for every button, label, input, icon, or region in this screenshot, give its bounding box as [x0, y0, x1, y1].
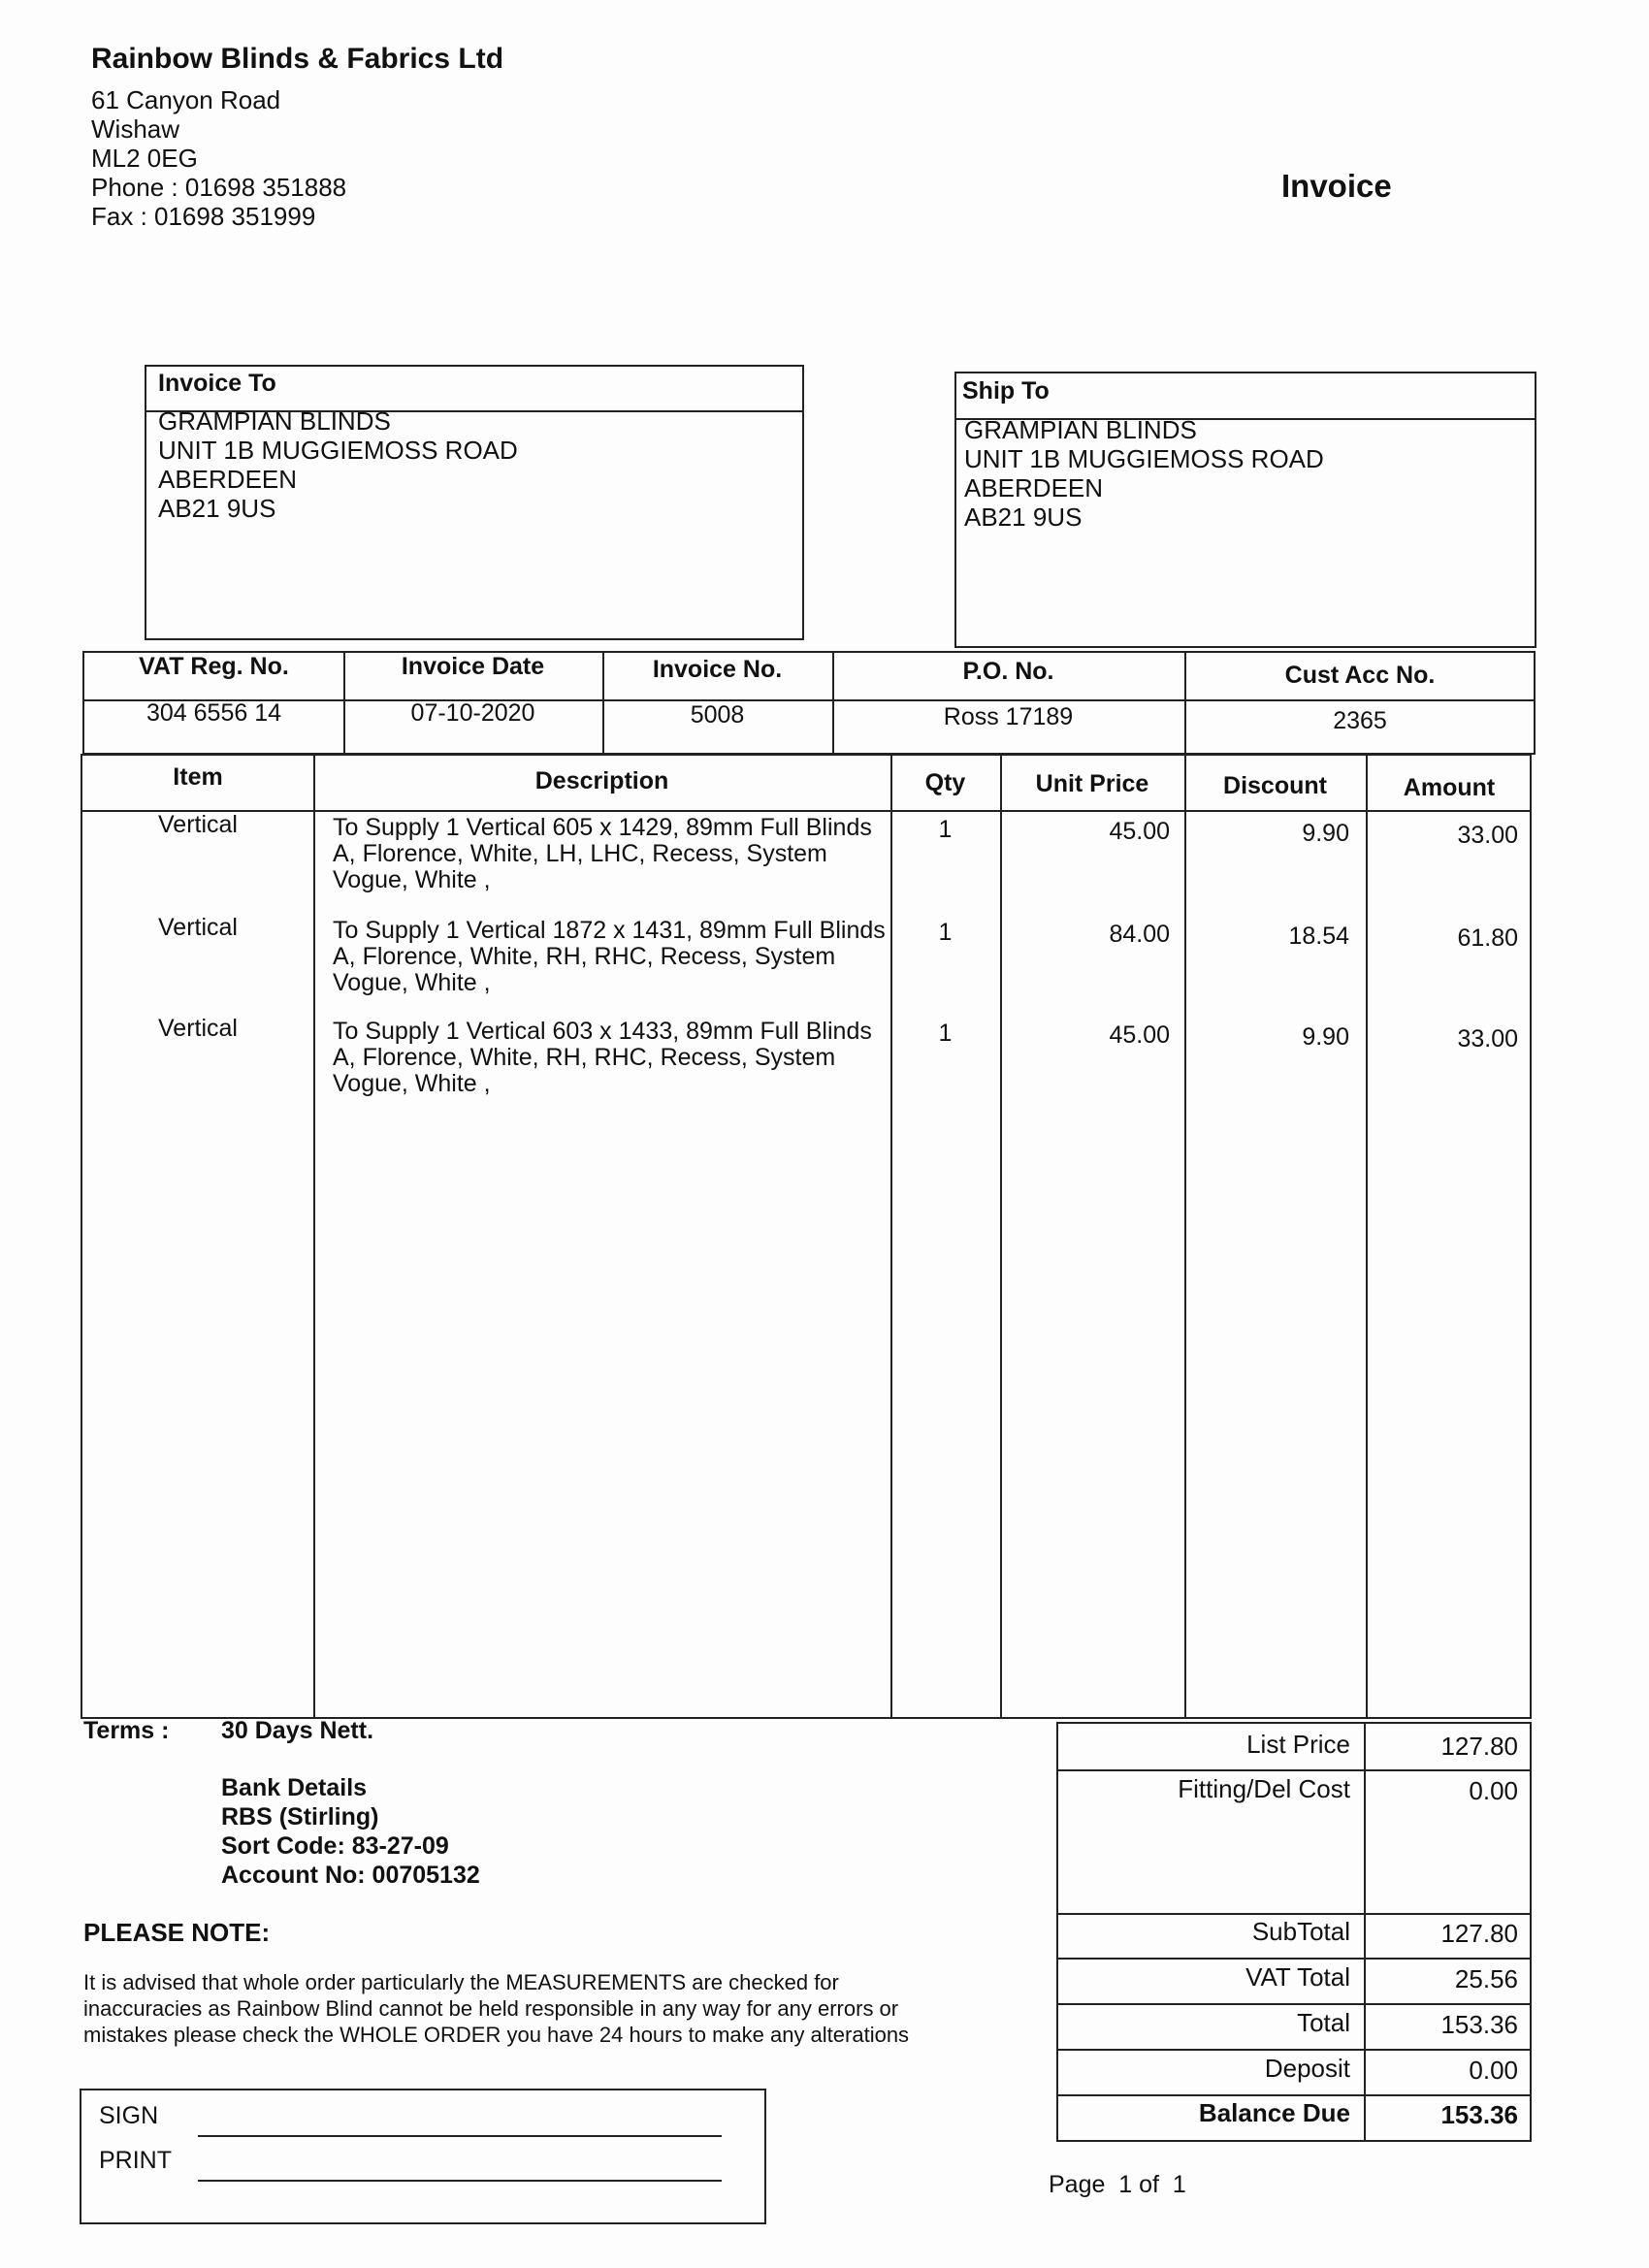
invoice-date-value: 07-10-2020 — [410, 699, 535, 727]
address-line: ABERDEEN — [158, 465, 298, 494]
terms-value: 30 Days Nett. — [221, 1717, 374, 1744]
item-cell: Vertical — [158, 1015, 238, 1042]
address-line: ABERDEEN — [964, 473, 1104, 502]
items-table — [81, 754, 1532, 1719]
address-line: GRAMPIAN BLINDS — [158, 406, 391, 436]
note-line: It is advised that whole order particularly the MEASUREMENTS are checked for — [83, 1970, 839, 1994]
print-label: PRINT — [99, 2147, 172, 2174]
header-item: Item — [173, 763, 223, 791]
sort-code: Sort Code: 83-27-09 — [221, 1832, 449, 1860]
amount-cell: 33.00 — [1457, 822, 1518, 849]
invoice-to-label: Invoice To — [158, 370, 276, 397]
header-qty: Qty — [924, 769, 966, 796]
invoice-no-value: 5008 — [690, 701, 745, 729]
subtotal-value: 127.80 — [1440, 1919, 1518, 1948]
bank-details — [221, 1773, 480, 1890]
header-cust-acc: Cust Acc No. — [1284, 662, 1436, 689]
address-line: AB21 9US — [158, 494, 276, 523]
bank-title: Bank Details — [221, 1774, 368, 1801]
address-line: UNIT 1B MUGGIEMOSS ROAD — [964, 444, 1324, 473]
sign-label: SIGN — [99, 2102, 159, 2129]
amount-cell: 61.80 — [1457, 924, 1518, 952]
balance-due-label: Balance Due — [1198, 2098, 1350, 2127]
terms-label: Terms : — [83, 1717, 170, 1744]
discount-cell: 18.54 — [1288, 923, 1349, 950]
address-line: UNIT 1B MUGGIEMOSS ROAD — [158, 436, 518, 465]
header-vat-reg: VAT Reg. No. — [139, 653, 289, 680]
unit-price-cell: 45.00 — [1109, 818, 1170, 845]
vat-reg-value: 304 6556 14 — [146, 699, 282, 727]
company-fax: Fax : 01698 351999 — [91, 202, 316, 231]
item-cell: Vertical — [158, 811, 238, 838]
address-line: AB21 9US — [964, 502, 1083, 532]
address-line: 61 Canyon Road — [91, 85, 281, 114]
item-cell: Vertical — [158, 914, 238, 941]
vat-total-value: 25.56 — [1454, 1964, 1518, 1993]
page-number: Page 1 of 1 — [1049, 2171, 1186, 2198]
ship-to-label: Ship To — [962, 377, 1050, 405]
po-no-value: Ross 17189 — [943, 703, 1074, 730]
doc-title: Invoice — [1281, 168, 1392, 204]
header-amount: Amount — [1403, 774, 1496, 801]
header-description: Description — [534, 767, 669, 794]
list-price-label: List Price — [1246, 1730, 1350, 1759]
description-cell: To Supply 1 Vertical 1872 x 1431, 89mm Full Blinds A, Florence, White, RH, RHC, Recess, System Vogue, White , — [333, 917, 886, 996]
list-price-value: 127.80 — [1440, 1732, 1518, 1761]
discount-cell: 9.90 — [1302, 820, 1349, 847]
ship-to-box — [954, 372, 1536, 648]
sign-line[interactable] — [198, 2135, 722, 2137]
invoice-info-table — [82, 651, 1536, 755]
header-invoice-no: Invoice No. — [652, 656, 783, 683]
address-line: ML2 0EG — [91, 144, 198, 173]
address-line: Wishaw — [91, 114, 180, 144]
totals-table — [1056, 1722, 1532, 2142]
company-phone: Phone : 01698 351888 — [91, 173, 347, 202]
note-text — [83, 1969, 909, 2048]
bank-name: RBS (Stirling) — [221, 1803, 379, 1831]
description-cell: To Supply 1 Vertical 605 x 1429, 89mm Full Blinds A, Florence, White, LH, LHC, Recess, System Vogue, White , — [333, 814, 872, 893]
unit-price-cell: 84.00 — [1109, 921, 1170, 948]
company-name: Rainbow Blinds & Fabrics Ltd — [91, 43, 504, 75]
header-invoice-date: Invoice Date — [401, 653, 545, 680]
subtotal-label: SubTotal — [1251, 1917, 1350, 1946]
balance-due-value: 153.36 — [1440, 2100, 1518, 2129]
print-line[interactable] — [198, 2180, 722, 2182]
unit-price-cell: 45.00 — [1109, 1021, 1170, 1049]
discount-cell: 9.90 — [1302, 1023, 1349, 1051]
address-line: GRAMPIAN BLINDS — [964, 415, 1197, 444]
description-cell: To Supply 1 Vertical 603 x 1433, 89mm Full Blinds A, Florence, White, RH, RHC, Recess, System Vogue, White , — [333, 1018, 872, 1097]
header-po-no: P.O. No. — [962, 658, 1054, 685]
vat-total-label: VAT Total — [1245, 1962, 1350, 1992]
deposit-value: 0.00 — [1469, 2056, 1518, 2085]
account-no: Account No: 00705132 — [221, 1862, 480, 1889]
header-unit-price: Unit Price — [1035, 770, 1149, 797]
sign-box — [80, 2089, 766, 2224]
fitting-cost-value: 0.00 — [1469, 1776, 1518, 1805]
fitting-cost-label: Fitting/Del Cost — [1178, 1774, 1350, 1803]
company-address — [91, 85, 346, 231]
qty-cell: 1 — [938, 1020, 953, 1047]
note-title: PLEASE NOTE: — [83, 1918, 271, 1947]
total-value: 153.36 — [1440, 2010, 1518, 2039]
note-line: inaccuracies as Rainbow Blind cannot be held responsible in any way for any errors or — [83, 1996, 899, 2021]
qty-cell: 1 — [938, 919, 953, 946]
deposit-label: Deposit — [1264, 2054, 1350, 2083]
invoice-to-box — [145, 365, 804, 640]
note-line: mistakes please check the WHOLE ORDER you have 24 hours to make any alterations — [83, 2023, 910, 2047]
cust-acc-value: 2365 — [1333, 707, 1387, 734]
header-discount: Discount — [1223, 772, 1327, 799]
amount-cell: 33.00 — [1457, 1025, 1518, 1053]
total-label: Total — [1297, 2008, 1350, 2037]
qty-cell: 1 — [938, 816, 953, 843]
